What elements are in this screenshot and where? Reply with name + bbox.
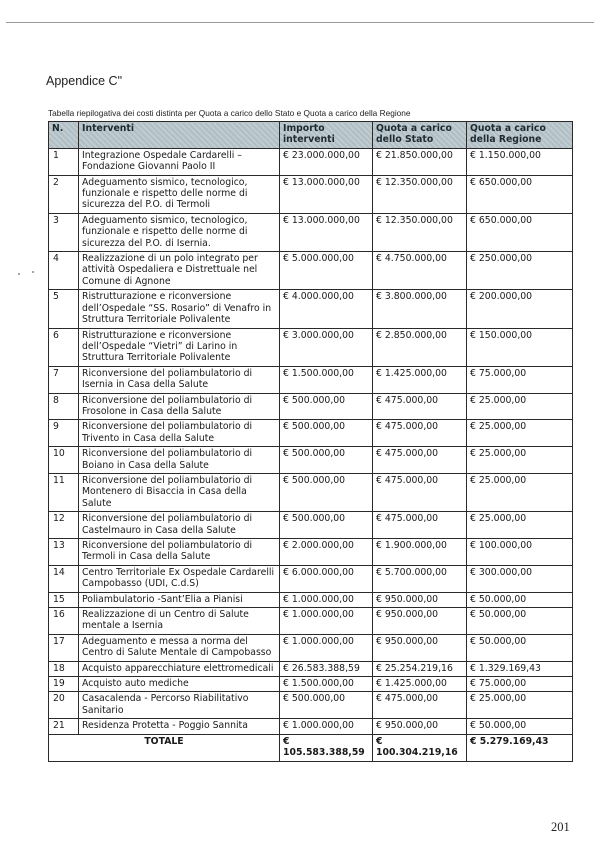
- row-quota-stato: € 475.000,00: [373, 473, 467, 511]
- row-importo: € 6.000.000,00: [280, 565, 373, 592]
- row-number: 6: [49, 328, 79, 366]
- row-intervento: Acquisto auto mediche: [79, 677, 280, 692]
- scan-speck: [32, 271, 34, 273]
- table-row: [49, 634, 573, 661]
- row-quota-stato: € 475.000,00: [373, 393, 467, 420]
- total-importo: € 105.583.388,59: [280, 734, 373, 761]
- row-quota-stato: € 5.700.000,00: [373, 565, 467, 592]
- row-quota-regione: € 200.000,00: [467, 290, 573, 328]
- total-label: TOTALE: [49, 734, 280, 761]
- header-interventi: Interventi: [79, 122, 280, 149]
- row-quota-regione: € 150.000,00: [467, 328, 573, 366]
- row-importo: € 1.500.000,00: [280, 366, 373, 393]
- total-quota-stato: € 100.304.219,16: [373, 734, 467, 761]
- row-importo: € 5.000.000,00: [280, 252, 373, 290]
- row-importo: € 1.500.000,00: [280, 677, 373, 692]
- row-number: 4: [49, 252, 79, 290]
- table-row: [49, 677, 573, 692]
- row-number: 10: [49, 447, 79, 474]
- table-row: [49, 213, 573, 251]
- row-quota-regione: € 1.150.000,00: [467, 148, 573, 175]
- row-importo: € 500.000,00: [280, 393, 373, 420]
- header-quota-regione: Quota a carico della Regione: [467, 122, 573, 149]
- row-quota-regione: € 50.000,00: [467, 592, 573, 607]
- page-number: 201: [551, 820, 570, 834]
- row-number: 16: [49, 608, 79, 635]
- row-importo: € 1.000.000,00: [280, 592, 373, 607]
- row-number: 5: [49, 290, 79, 328]
- row-importo: € 3.000.000,00: [280, 328, 373, 366]
- table-row: [49, 719, 573, 734]
- table-body: [49, 148, 573, 734]
- row-intervento: Poliambulatorio -Sant’Elia a Pianisi: [79, 592, 280, 607]
- appendix-title: Appendice C": [46, 74, 123, 88]
- table-row: [49, 290, 573, 328]
- row-number: 11: [49, 473, 79, 511]
- row-importo: € 1.000.000,00: [280, 719, 373, 734]
- row-number: 13: [49, 539, 79, 566]
- row-number: 12: [49, 512, 79, 539]
- row-quota-regione: € 250.000,00: [467, 252, 573, 290]
- table-row: [49, 539, 573, 566]
- header-importo: Importo interventi: [280, 122, 373, 149]
- table-row: [49, 608, 573, 635]
- row-quota-stato: € 1.425.000,00: [373, 677, 467, 692]
- total-row: [49, 734, 573, 761]
- row-importo: € 1.000.000,00: [280, 634, 373, 661]
- row-quota-stato: € 1.900.000,00: [373, 539, 467, 566]
- row-quota-regione: € 300.000,00: [467, 565, 573, 592]
- row-importo: € 500.000,00: [280, 473, 373, 511]
- table-row: [49, 473, 573, 511]
- total-quota-regione: € 5.279.169,43: [467, 734, 573, 761]
- table-row: [49, 661, 573, 676]
- row-number: 8: [49, 393, 79, 420]
- row-quota-stato: € 950.000,00: [373, 719, 467, 734]
- row-intervento: Adeguamento sismico, tecnologico, funzionale e rispetto delle norme di sicurezza del P.O. di Isernia.: [79, 213, 280, 251]
- row-number: 3: [49, 213, 79, 251]
- row-number: 18: [49, 661, 79, 676]
- row-intervento: Ristrutturazione e riconversione dell’Ospedale “SS. Rosario” di Venafro in Struttura Territoriale Polivalente: [79, 290, 280, 328]
- row-quota-regione: € 75.000,00: [467, 366, 573, 393]
- row-intervento: Adeguamento e messa a norma del Centro di Salute Mentale di Campobasso: [79, 634, 280, 661]
- row-quota-stato: € 950.000,00: [373, 634, 467, 661]
- row-quota-regione: € 50.000,00: [467, 719, 573, 734]
- row-importo: € 1.000.000,00: [280, 608, 373, 635]
- row-quota-regione: € 50.000,00: [467, 634, 573, 661]
- row-quota-stato: € 12.350.000,00: [373, 213, 467, 251]
- row-number: 14: [49, 565, 79, 592]
- row-intervento: Ristrutturazione e riconversione dell’Ospedale “Vietri” di Larino in Struttura Territoriale Polivalente: [79, 328, 280, 366]
- row-intervento: Realizzazione di un Centro di Salute mentale a Isernia: [79, 608, 280, 635]
- row-quota-stato: € 950.000,00: [373, 608, 467, 635]
- table-row: [49, 565, 573, 592]
- row-number: 17: [49, 634, 79, 661]
- row-quota-stato: € 12.350.000,00: [373, 175, 467, 213]
- row-quota-regione: € 650.000,00: [467, 213, 573, 251]
- row-intervento: Riconversione del poliambulatorio di Isernia in Casa della Salute: [79, 366, 280, 393]
- row-quota-regione: € 650.000,00: [467, 175, 573, 213]
- row-intervento: Riconversione del poliambulatorio di Trivento in Casa della Salute: [79, 420, 280, 447]
- row-number: 2: [49, 175, 79, 213]
- table-caption: Tabella riepilogativa dei costi distinta per Quota a carico dello Stato e Quota a carico della Regione: [48, 108, 411, 118]
- header-quota-stato: Quota a carico dello Stato: [373, 122, 467, 149]
- row-quota-regione: € 25.000,00: [467, 512, 573, 539]
- row-intervento: Acquisto apparecchiature elettromedicali: [79, 661, 280, 676]
- row-importo: € 500.000,00: [280, 512, 373, 539]
- row-intervento: Riconversione del poliambulatorio di Castelmauro in Casa della Salute: [79, 512, 280, 539]
- row-quota-stato: € 21.850.000,00: [373, 148, 467, 175]
- row-number: 20: [49, 692, 79, 719]
- row-intervento: Adeguamento sismico, tecnologico, funzionale e rispetto delle norme di sicurezza del P.O. di Termoli: [79, 175, 280, 213]
- table-row: [49, 512, 573, 539]
- row-number: 1: [49, 148, 79, 175]
- row-quota-stato: € 950.000,00: [373, 592, 467, 607]
- row-number: 21: [49, 719, 79, 734]
- row-quota-stato: € 475.000,00: [373, 420, 467, 447]
- row-quota-stato: € 1.425.000,00: [373, 366, 467, 393]
- row-intervento: Riconversione del poliambulatorio di Termoli in Casa della Salute: [79, 539, 280, 566]
- row-importo: € 4.000.000,00: [280, 290, 373, 328]
- row-intervento: Residenza Protetta - Poggio Sannita: [79, 719, 280, 734]
- table-row: [49, 592, 573, 607]
- row-importo: € 2.000.000,00: [280, 539, 373, 566]
- row-quota-stato: € 475.000,00: [373, 447, 467, 474]
- row-intervento: Riconversione del poliambulatorio di Frosolone in Casa della Salute: [79, 393, 280, 420]
- row-quota-regione: € 25.000,00: [467, 473, 573, 511]
- table-row: [49, 393, 573, 420]
- table-row: [49, 366, 573, 393]
- row-quota-regione: € 25.000,00: [467, 447, 573, 474]
- header-n: N.: [49, 122, 79, 149]
- row-importo: € 26.583.388,59: [280, 661, 373, 676]
- table-row: [49, 252, 573, 290]
- row-quota-regione: € 1.329.169,43: [467, 661, 573, 676]
- row-intervento: Riconversione del poliambulatorio di Boiano in Casa della Salute: [79, 447, 280, 474]
- row-quota-regione: € 25.000,00: [467, 393, 573, 420]
- row-importo: € 500.000,00: [280, 420, 373, 447]
- row-intervento: Centro Territoriale Ex Ospedale Cardarelli Campobasso (UDI, C.d.S): [79, 565, 280, 592]
- row-importo: € 500.000,00: [280, 447, 373, 474]
- row-quota-regione: € 25.000,00: [467, 420, 573, 447]
- cost-summary-table: [48, 121, 573, 762]
- table-row: [49, 148, 573, 175]
- row-intervento: Riconversione del poliambulatorio di Montenero di Bisaccia in Casa della Salute: [79, 473, 280, 511]
- row-number: 15: [49, 592, 79, 607]
- row-intervento: Integrazione Ospedale Cardarelli – Fondazione Giovanni Paolo II: [79, 148, 280, 175]
- header-rule: [6, 22, 594, 23]
- table-row: [49, 420, 573, 447]
- scan-speck: [18, 273, 20, 275]
- row-quota-stato: € 3.800.000,00: [373, 290, 467, 328]
- table-header-row: [49, 122, 573, 149]
- row-quota-stato: € 25.254.219,16: [373, 661, 467, 676]
- row-importo: € 500.000,00: [280, 692, 373, 719]
- row-importo: € 13.000.000,00: [280, 213, 373, 251]
- row-intervento: Casacalenda - Percorso Riabilitativo Sanitario: [79, 692, 280, 719]
- row-quota-stato: € 475.000,00: [373, 512, 467, 539]
- table-row: [49, 692, 573, 719]
- row-quota-stato: € 475.000,00: [373, 692, 467, 719]
- table-row: [49, 175, 573, 213]
- row-importo: € 23.000.000,00: [280, 148, 373, 175]
- table-row: [49, 328, 573, 366]
- row-quota-stato: € 4.750.000,00: [373, 252, 467, 290]
- row-quota-regione: € 50.000,00: [467, 608, 573, 635]
- row-quota-regione: € 25.000,00: [467, 692, 573, 719]
- row-intervento: Realizzazione di un polo integrato per attività Ospedaliera e Distrettuale nel Comune di Agnone: [79, 252, 280, 290]
- row-quota-regione: € 75.000,00: [467, 677, 573, 692]
- row-quota-stato: € 2.850.000,00: [373, 328, 467, 366]
- row-quota-regione: € 100.000,00: [467, 539, 573, 566]
- row-number: 9: [49, 420, 79, 447]
- row-number: 19: [49, 677, 79, 692]
- table-row: [49, 447, 573, 474]
- row-importo: € 13.000.000,00: [280, 175, 373, 213]
- row-number: 7: [49, 366, 79, 393]
